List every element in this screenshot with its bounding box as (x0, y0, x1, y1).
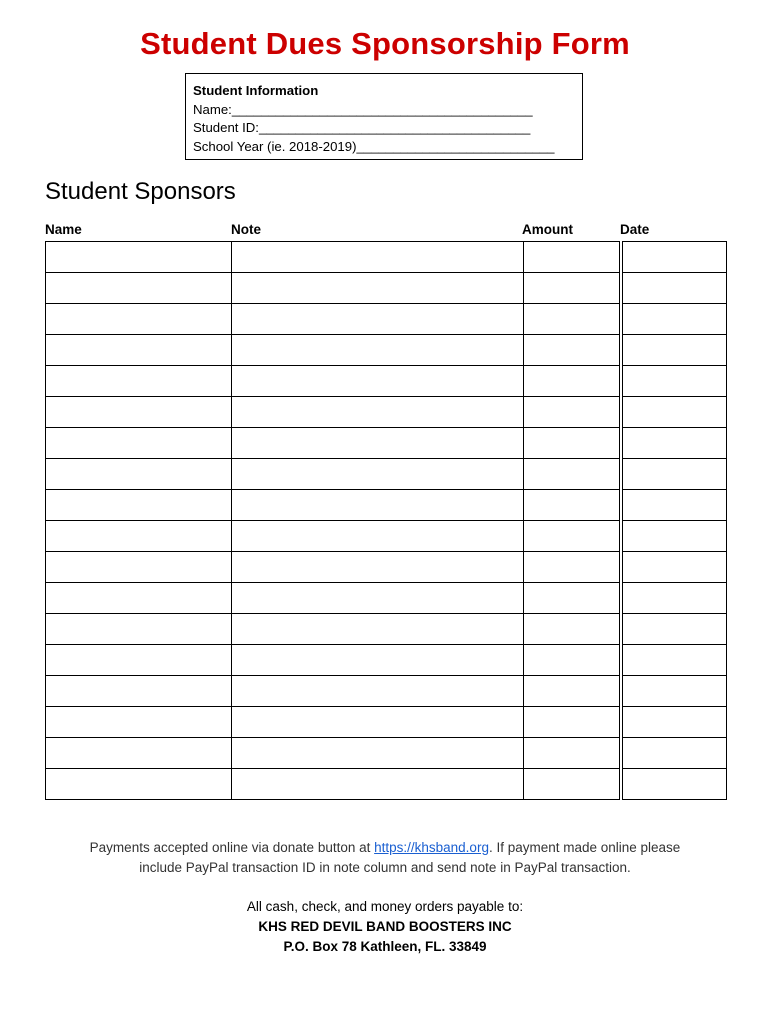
sponsor-amount-cell[interactable] (524, 645, 620, 676)
sponsor-note-cell[interactable] (232, 738, 524, 769)
sponsor-name-cell[interactable] (46, 428, 232, 459)
sponsor-amount-cell[interactable] (524, 273, 620, 304)
sponsor-name-cell[interactable] (46, 273, 232, 304)
sponsor-name-cell[interactable] (46, 552, 232, 583)
sponsor-date-cell[interactable] (623, 676, 727, 707)
sponsor-row (46, 242, 727, 273)
payable-to-text: All cash, check, and money orders payable to: (246, 899, 524, 914)
sponsor-date-cell[interactable] (623, 552, 727, 583)
sponsor-note-cell[interactable] (232, 397, 524, 428)
mailing-address: P.O. Box 78 Kathleen, FL. 33849 (283, 939, 487, 954)
sponsor-row (46, 738, 727, 769)
sponsor-row (46, 304, 727, 335)
sponsor-name-cell[interactable] (46, 676, 232, 707)
sponsor-row (46, 521, 727, 552)
sponsor-date-cell[interactable] (623, 397, 727, 428)
sponsor-date-cell[interactable] (623, 583, 727, 614)
sponsor-row (46, 428, 727, 459)
school-year-field[interactable]: School Year (ie. 2018-2019)___________________________ (193, 138, 555, 154)
sponsor-date-cell[interactable] (623, 738, 727, 769)
sponsor-date-cell[interactable] (623, 304, 727, 335)
sponsor-note-cell[interactable] (232, 335, 524, 366)
student-information-box (185, 73, 583, 160)
sponsor-note-cell[interactable] (232, 304, 524, 335)
sponsor-name-cell[interactable] (46, 242, 232, 273)
sponsor-amount-cell[interactable] (524, 428, 620, 459)
sponsor-note-cell[interactable] (232, 583, 524, 614)
sponsor-name-cell[interactable] (46, 459, 232, 490)
sponsor-note-cell[interactable] (232, 366, 524, 397)
organization-name: KHS RED DEVIL BAND BOOSTERS INC (258, 919, 512, 934)
sponsor-name-cell[interactable] (46, 738, 232, 769)
sponsor-amount-cell[interactable] (524, 738, 620, 769)
sponsor-note-cell[interactable] (232, 521, 524, 552)
sponsor-note-cell[interactable] (232, 769, 524, 800)
sponsor-row (46, 490, 727, 521)
sponsor-name-cell[interactable] (46, 335, 232, 366)
sponsor-date-cell[interactable] (623, 707, 727, 738)
sponsor-note-cell[interactable] (232, 645, 524, 676)
column-header-date: Date (620, 222, 650, 237)
column-header-amount: Amount (522, 222, 573, 237)
sponsor-row (46, 769, 727, 800)
sponsor-row (46, 583, 727, 614)
khsband-link[interactable]: https://khsband.org (374, 840, 489, 855)
column-header-name: Name (45, 222, 82, 237)
sponsor-date-cell[interactable] (623, 428, 727, 459)
sponsor-amount-cell[interactable] (524, 583, 620, 614)
sponsor-row (46, 366, 727, 397)
sponsor-amount-cell[interactable] (524, 552, 620, 583)
sponsor-name-cell[interactable] (46, 490, 232, 521)
sponsor-amount-cell[interactable] (524, 397, 620, 428)
sponsor-date-cell[interactable] (623, 366, 727, 397)
sponsor-name-cell[interactable] (46, 645, 232, 676)
sponsor-row (46, 707, 727, 738)
sponsor-name-cell[interactable] (46, 397, 232, 428)
sponsor-note-cell[interactable] (232, 242, 524, 273)
sponsor-note-cell[interactable] (232, 614, 524, 645)
sponsor-date-cell[interactable] (623, 242, 727, 273)
student-information-heading: Student Information (193, 83, 319, 98)
sponsor-date-cell[interactable] (623, 769, 727, 800)
sponsor-name-cell[interactable] (46, 521, 232, 552)
sponsor-note-cell[interactable] (232, 676, 524, 707)
sponsor-date-cell[interactable] (623, 459, 727, 490)
sponsor-date-cell[interactable] (623, 614, 727, 645)
sponsor-amount-cell[interactable] (524, 769, 620, 800)
student-sponsors-heading: Student Sponsors (45, 178, 236, 205)
column-header-note: Note (231, 222, 261, 237)
form-title: Student Dues Sponsorship Form (140, 26, 630, 61)
sponsor-date-cell[interactable] (623, 521, 727, 552)
sponsor-name-cell[interactable] (46, 583, 232, 614)
sponsor-date-cell[interactable] (623, 645, 727, 676)
sponsor-row (46, 676, 727, 707)
payable-to-block (0, 897, 770, 957)
sponsor-name-cell[interactable] (46, 707, 232, 738)
sponsor-note-cell[interactable] (232, 490, 524, 521)
sponsor-row (46, 552, 727, 583)
sponsor-amount-cell[interactable] (524, 304, 620, 335)
sponsor-amount-cell[interactable] (524, 242, 620, 273)
sponsor-row (46, 397, 727, 428)
sponsor-amount-cell[interactable] (524, 490, 620, 521)
sponsor-amount-cell[interactable] (524, 366, 620, 397)
sponsor-name-cell[interactable] (46, 304, 232, 335)
sponsor-amount-cell[interactable] (524, 614, 620, 645)
sponsor-date-cell[interactable] (623, 273, 727, 304)
sponsor-amount-cell[interactable] (524, 335, 620, 366)
sponsor-note-cell[interactable] (232, 459, 524, 490)
sponsors-table (45, 241, 727, 800)
student-name-field[interactable]: Name:_________________________________________ (193, 101, 533, 117)
sponsor-note-cell[interactable] (232, 273, 524, 304)
sponsor-note-cell[interactable] (232, 428, 524, 459)
sponsor-note-cell[interactable] (232, 552, 524, 583)
sponsor-row (46, 614, 727, 645)
sponsor-name-cell[interactable] (46, 769, 232, 800)
student-id-field[interactable]: Student ID:_____________________________________ (193, 120, 531, 135)
sponsor-note-cell[interactable] (232, 707, 524, 738)
sponsor-amount-cell[interactable] (524, 459, 620, 490)
payment-text-suffix: . If payment made online please (488, 840, 681, 855)
payment-text-line2: include PayPal transaction ID in note column and send note in PayPal transaction. (139, 860, 631, 875)
sponsor-row (46, 335, 727, 366)
sponsor-name-cell[interactable] (46, 614, 232, 645)
sponsor-date-cell[interactable] (623, 335, 727, 366)
sponsor-name-cell[interactable] (46, 366, 232, 397)
sponsor-row (46, 645, 727, 676)
sponsor-amount-cell[interactable] (524, 707, 620, 738)
sponsor-amount-cell[interactable] (524, 676, 620, 707)
payment-instructions (0, 838, 770, 878)
sponsor-row (46, 273, 727, 304)
payment-text-prefix: Payments accepted online via donate button at (89, 840, 375, 855)
sponsor-amount-cell[interactable] (524, 521, 620, 552)
sponsor-row (46, 459, 727, 490)
sponsor-date-cell[interactable] (623, 490, 727, 521)
